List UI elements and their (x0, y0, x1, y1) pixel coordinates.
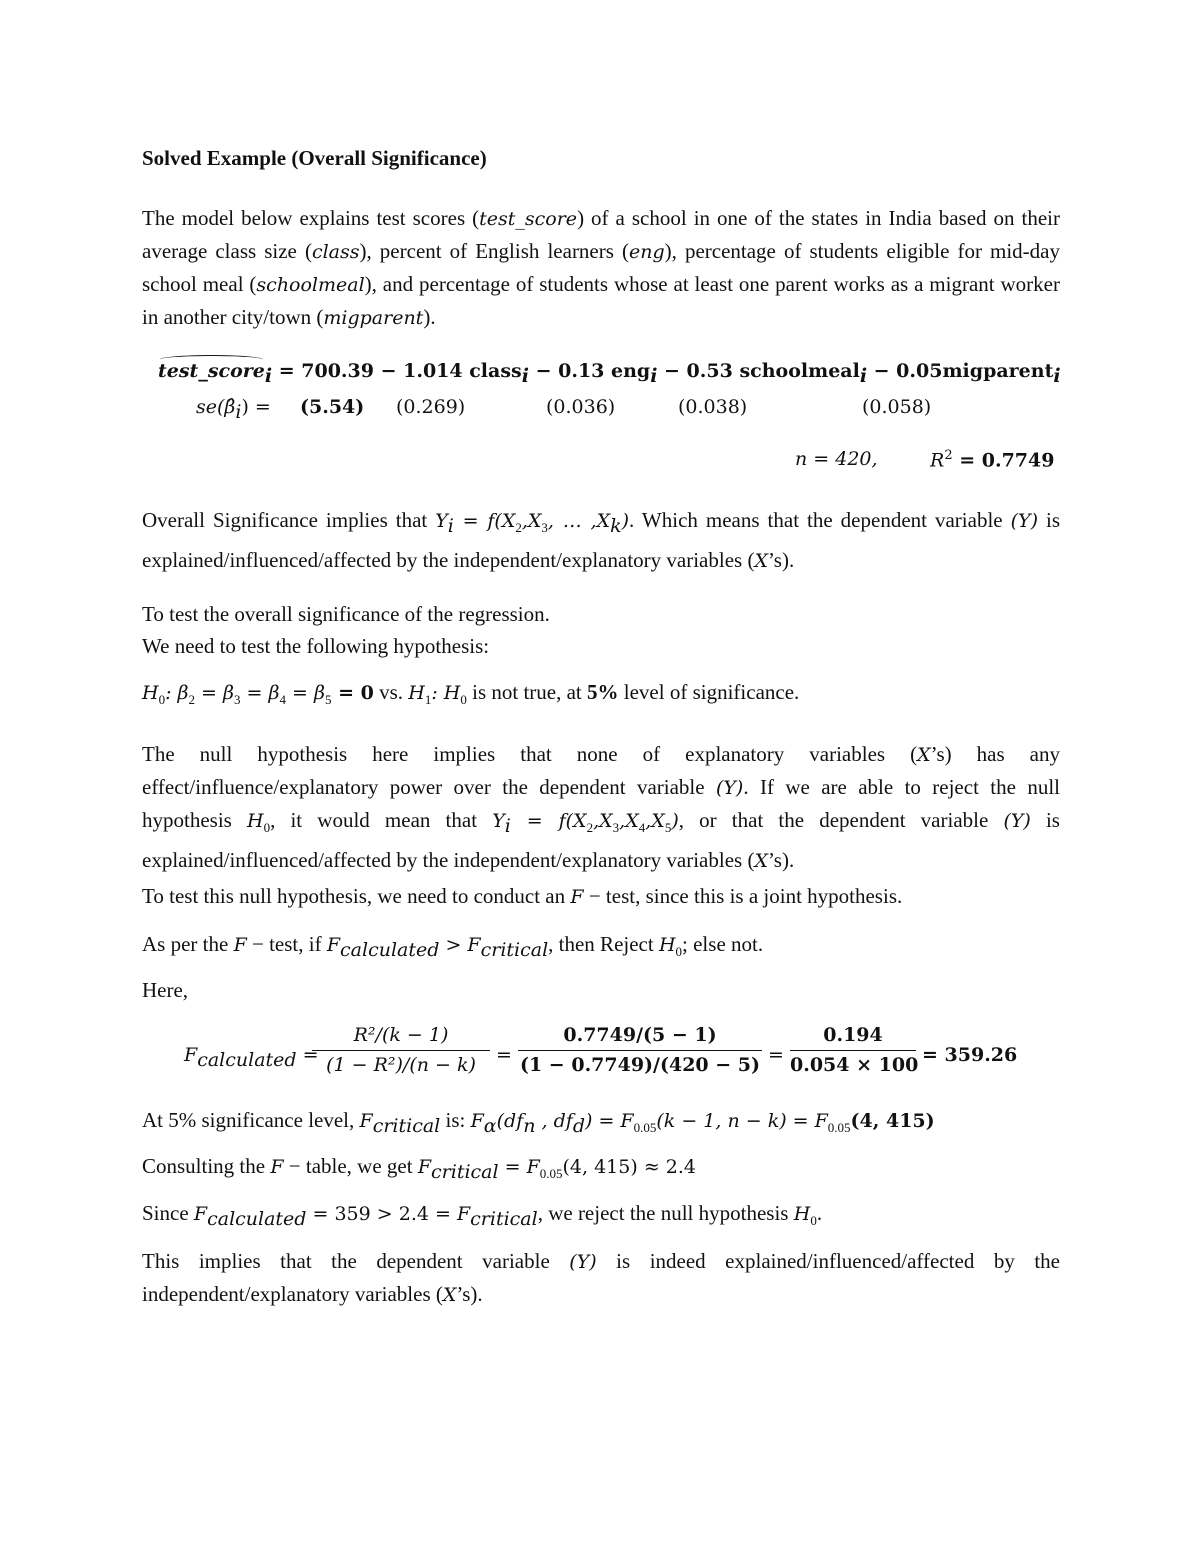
critical-value-line: At 5% significance level, $F_{critical}$ is: $F_\alpha(df_n$ , $df_d) = F_{0.05}(k - 1$, $n - k) = F_{0.05}(4$, 415) (142, 1108, 935, 1138)
regression-equation: test_score$_i$ = 700.39 − 1.014 class$_i$ − 0.13 eng$_i$ − 0.53 schoolmeal$_i$ − 0.05migparent$_i$ (158, 360, 1061, 387)
standard-errors-label: $se(\betâ_i)$ = (196, 396, 271, 423)
fraction-substituted: $\frac{0.7749/(5 - 1)}{(1 - 0.7749)/(420 - 5)}$ (519, 1024, 760, 1076)
fraction-simplified: $\frac{0.194}{0.054 \times 100}$ (790, 1024, 919, 1076)
decision-rule: As per the F − test, if $F_{calculated} > F_{critical}$, then Reject $H_0$; else not. (142, 932, 764, 962)
se-value: (0.038) (678, 396, 748, 418)
page-title: Solved Example (Overall Significance) (142, 146, 487, 170)
se-value: (5.54) (300, 396, 365, 418)
r-squared: $R^2 = 0.7749$ (930, 448, 1055, 472)
se-value: (0.269) (396, 396, 466, 418)
fraction-formula: $\frac{\text{R²/(k − 1)}}{\text{(1 − R²)/(n − k)}}$ (312, 1024, 490, 1076)
f-calculated-label: $F_{calculated}$ = (184, 1044, 319, 1071)
se-value: (0.036) (546, 396, 616, 418)
equals-sign: = (768, 1044, 784, 1066)
test-line-1: To test the overall significance of the regression. (142, 602, 550, 626)
consult-table-line: Consulting the F − table, we get $F_{critical} = F_{0.05}(4$, 415) ≈ 2.4 (142, 1154, 696, 1184)
null-hypothesis-paragraph: The null hypothesis here implies that none of explanatory variables (X’s) has any effect/influence/explanatory power over the dependent variable (Y). If we are able to reject the null hypothesis $H_0$, it would mean that $Y_i = f(X_2,X_3,X_4,X_5)$, or that the dependent variable (Y) is explained/influenced/affected by the independent/explanatory variables (X’s). (142, 742, 1060, 873)
here-label: Here, (142, 978, 189, 1002)
conclusion-paragraph: This implies that the dependent variable (Y) is indeed explained/influenced/affected by the independent/explanatory variables (X’s). (142, 1249, 1061, 1306)
decision-line: Since $F_{calculated} = 359 > 2.4 = F_{critical}$, we reject the null hypothesis $H_0$. (142, 1201, 823, 1231)
f-calculated-result: = 359.26 (922, 1044, 1018, 1066)
ftest-intro: To test this null hypothesis, we need to conduct an F − test, since this is a joint hypothesis. (142, 884, 903, 908)
hypothesis-line: $H_0$: $\beta_2 = \beta_3 = \beta_4 = \beta_5 = 0$ vs. $H_1$: $H_0$ is not true, at 5% level of significance. (142, 680, 800, 708)
se-value: (0.058) (862, 396, 932, 418)
equals-sign: = (496, 1044, 512, 1066)
sample-size: n = 420, (795, 448, 878, 470)
test-line-2: We need to test the following hypothesis: (142, 634, 490, 658)
intro-paragraph: The model below explains test scores (test_score) of a school in one of the states in India based on their average class size (class), percent of English learners (eng), percentage of students eligible for mid-day school meal (schoolmeal), and percentage of students whose at least one parent works as a migrant worker in another city/town (migparent). (142, 206, 1061, 329)
overall-significance-paragraph: Overall Significance implies that $Y_i = f(X_2,X_3$, … $,X_k$). Which means that the dependent variable (Y) is explained/influenced/affected by the independent/explanatory variables (X’s). (142, 508, 1060, 573)
